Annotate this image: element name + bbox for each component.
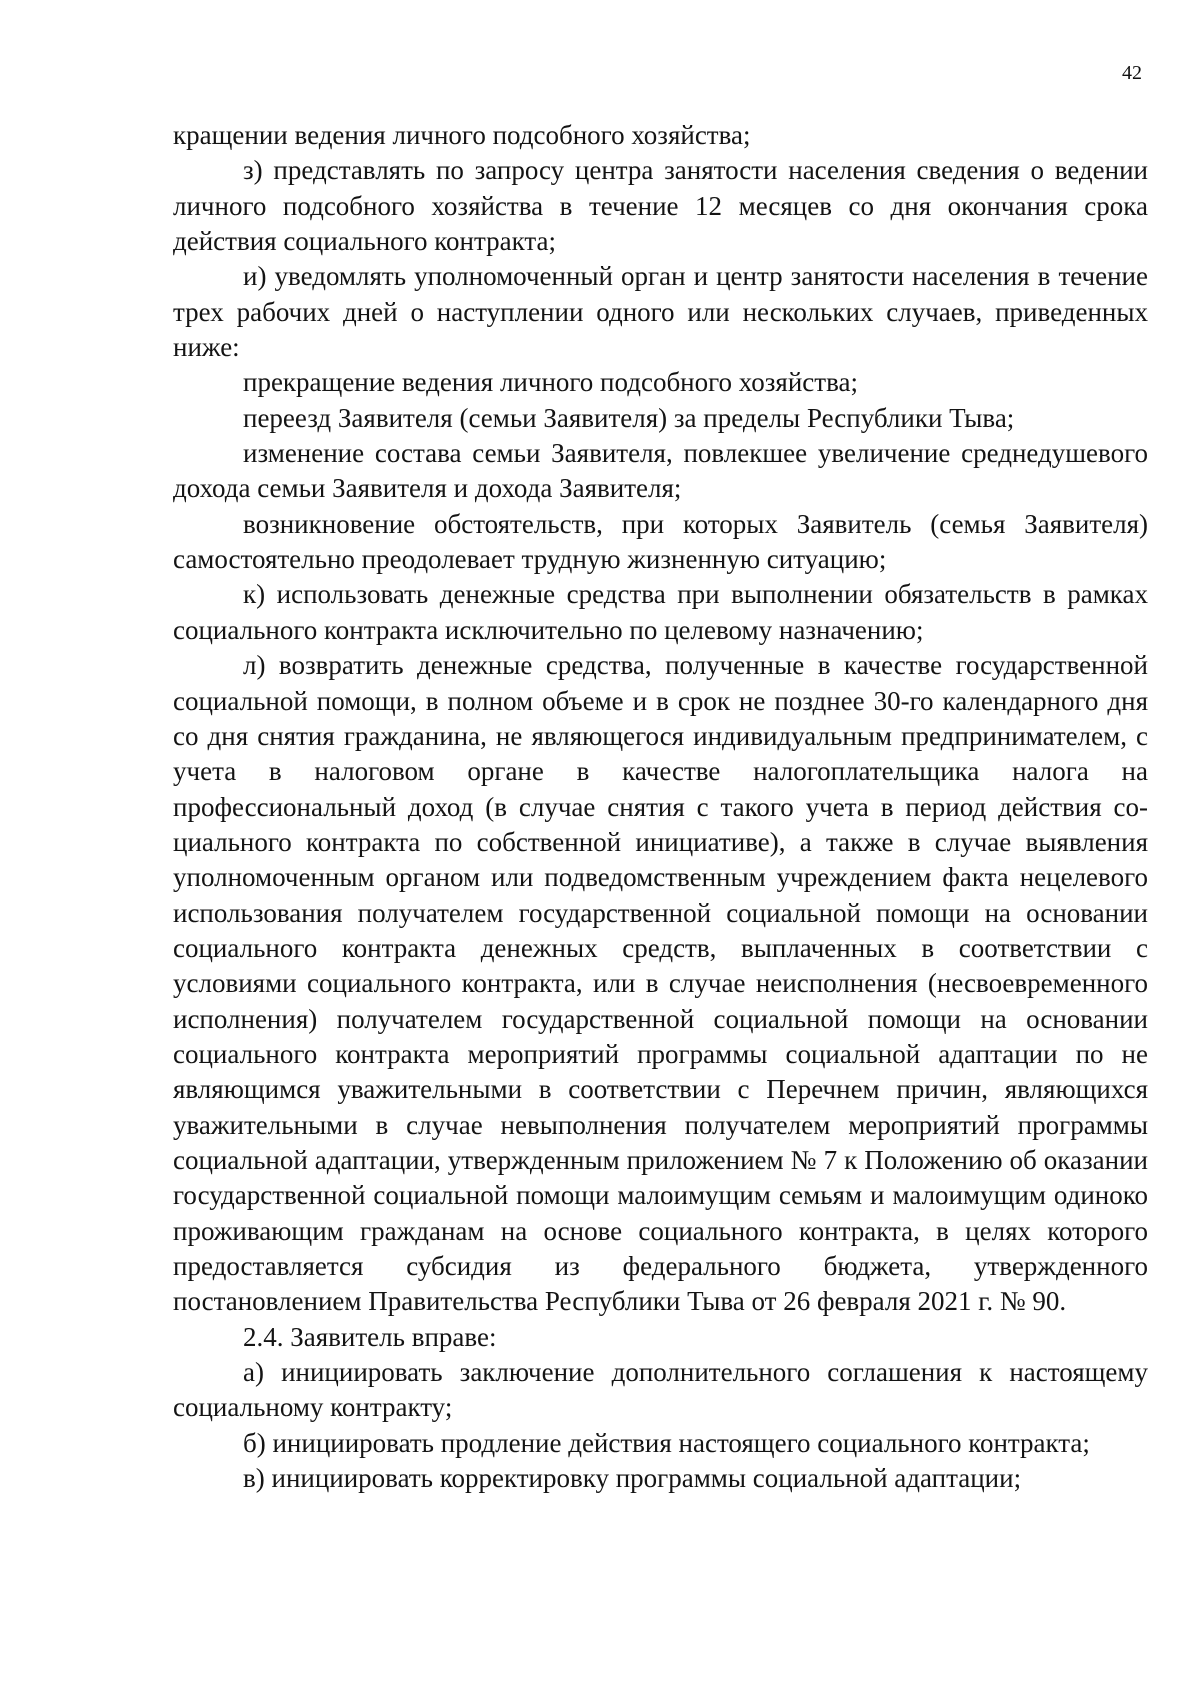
page-number: 42 (1122, 62, 1142, 84)
clause-l: л) возвратить денежные средства, полученные в качестве государственной социальной помощи, в полном объеме и в срок не позднее 30-го календарного дня со дня снятия гражданина, не являющегося индивидуальным предпринимателем, с учета в налоговом органе в качестве налогоплательщика налога на профессиональный доход (в случае снятия с такого учета в период действия социального контракта по собственной инициативе), а также в случае выявления уполномоченным органом или подведомственным учреждением факта нецелевого использования получателем государственной социальной помощи на основании социального контракта денежных средств, выплаченных в соответствии с условиями социального контракта, или в случае неисполнения (несвоевременного исполнения) получателем государственной социальной помощи на основании социального контракта мероприятий программы социальной адаптации по не являющимся уважительными в соответствии с Перечнем причин, являющихся уважительными в случае невыполнения получателем мероприятий программы социальной адаптации, утвержденным приложением № 7 к Положению об оказании государственной социальной помощи малоимущим семьям и малоимущим одиноко проживающим гражданам на основе социального контракта, в целях которого предоставляется субсидия из федерального бюджета, утвержденного постановлением Правительства Республики Тыва от 26 февраля 2021 г. № 90. (173, 650, 1148, 1317)
clause-k: к) использовать денежные средства при выполнении обязательств в рамках социального контракта исключительно по целевому назначению; (173, 579, 1148, 645)
case-item-termination: прекращение ведения личного подсобного хозяйства; (243, 367, 858, 398)
clause-a: а) инициировать заключение дополнительного соглашения к настоящему социальному контракту; (173, 1357, 1148, 1423)
section-2-4-heading: 2.4. Заявитель вправе: (243, 1321, 497, 1352)
case-item-relocation: переезд Заявителя (семьи Заявителя) за пределы Республики Тыва; (243, 402, 1015, 433)
paragraph-continuation: кращении ведения личного подсобного хозяйства; (173, 120, 751, 150)
clause-z: з) представлять по запросу центра занятости населения сведения о ведении личного подсобного хозяйства в течение 12 месяцев со дня окончания срока действия социального контракта; (173, 155, 1148, 257)
case-item-family-change: изменение состава семьи Заявителя, повлекшее увеличение среднедушевого дохода семьи Заявителя и дохода Заявителя; (173, 438, 1148, 504)
clause-v: в) инициировать корректировку программы социальной адаптации; (243, 1463, 1022, 1494)
document-body (173, 118, 1148, 1496)
case-item-circumstances: возникновение обстоятельств, при которых Заявитель (семья Заявителя) самостоятельно преодолевает трудную жизненную ситуацию; (173, 508, 1148, 575)
clause-b: б) инициировать продление действия настоящего социального контракта; (243, 1427, 1090, 1458)
clause-i: и) уведомлять уполномоченный орган и центр занятости населения в течение трех рабочих дней о наступлении одного или нескольких случаев, приведенных ниже: (173, 261, 1148, 363)
